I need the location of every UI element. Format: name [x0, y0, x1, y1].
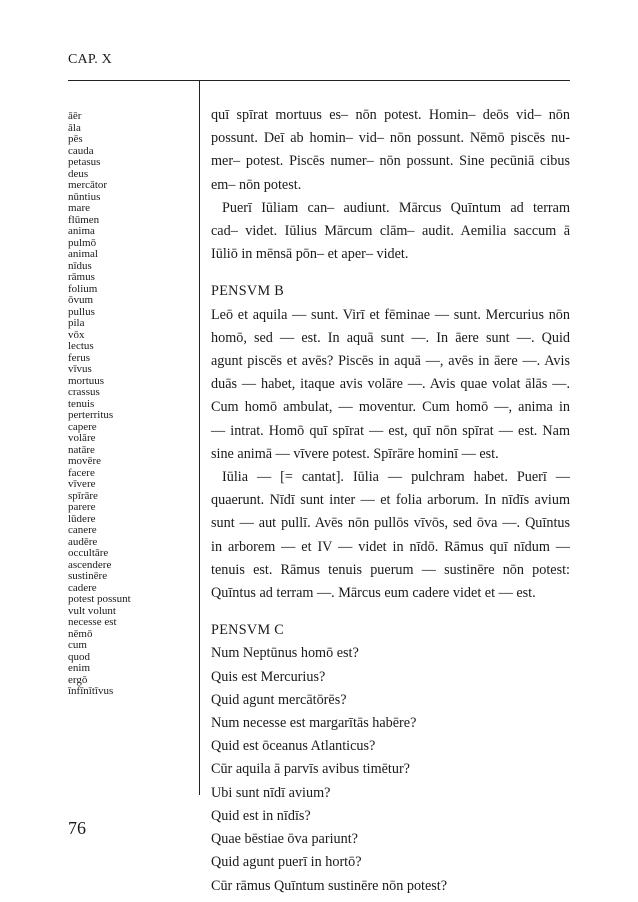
vocabulary-item: necesse est [68, 616, 117, 628]
vocabulary-item: animal [68, 248, 98, 260]
vocabulary-item: facere [68, 466, 95, 479]
vocabulary-item: ferus [68, 351, 90, 364]
vocabulary-item: quod [68, 650, 90, 663]
intro-line: mer– potest. Piscēs numer– nōn possunt. Sine pecūniā cibus [211, 153, 570, 170]
question-item: Cūr aquila ā parvīs avibus timētur? [211, 761, 410, 778]
pensum-b-line: Leō et aquila — sunt. Virī et fēminae — sunt. Mercurius nōn [211, 306, 570, 323]
vocabulary-item: occultāre [68, 547, 109, 559]
pensum-b-line: duās — habet, itaque avis volāre —. Avis quae volat ālās —. [211, 376, 570, 393]
chapter-header: CAP. X [68, 52, 112, 67]
question-item: Num Neptūnus homō est? [211, 645, 359, 662]
vocabulary-item: folium [68, 282, 98, 295]
vocabulary-item: cauda [68, 144, 94, 157]
vocabulary-item: tenuis [68, 397, 95, 410]
vocabulary-item: pulmō [68, 236, 97, 249]
vocabulary-item: vult volunt [68, 604, 116, 617]
pensum-b-line: sunt — aut pullī. Avēs nōn pullōs vīvōs, sed ōva —. Quīntus [211, 515, 570, 532]
vocabulary-item: nēmō [68, 627, 93, 640]
vocabulary-item: ōvum [68, 294, 94, 306]
vocabulary-item: natāre [68, 443, 95, 456]
vocabulary-item: īnfīnītīvus [68, 685, 114, 697]
vocabulary-item: movēre [68, 455, 101, 467]
vocabulary-item: deus [68, 167, 89, 180]
question-item: Quid agunt mercātōrēs? [211, 691, 347, 708]
intro-line: cad– videt. Iūlius Mārcum clām– audit. Aemilia saccum ā [211, 223, 570, 240]
pensum-b-line: in arborem — et IV — videt in nīdō. Rāmus quī nīdum — [211, 538, 570, 555]
question-item: Num necesse est margarītās habēre? [211, 715, 417, 732]
vocabulary-item: mercātor [68, 179, 108, 191]
pensum-b-line: Iūlia — [= cantat]. Iūlia — pulchram habet. Puerī — [222, 469, 570, 486]
question-item: Quid est ōceanus Atlanticus? [211, 738, 376, 755]
vocabulary-item: nīdus [68, 259, 92, 272]
vocabulary-item: enim [68, 662, 90, 674]
question-item: Quis est Mercurius? [211, 668, 326, 685]
vocabulary-item: lūdere [68, 512, 96, 525]
vocabulary-item: vōx [68, 328, 85, 341]
pensum-b-line: quaerunt. Nīdī sunt inter — et folia arborum. In nīdīs avium [211, 492, 570, 509]
pensum-b-line: sine animā — vīvere potest. Spīrāre hominī — est. [211, 445, 499, 462]
question-item: Quae bēstiae ōva pariunt? [211, 831, 358, 848]
question-item: Cūr rāmus Quīntum sustinēre nōn potest? [211, 877, 448, 894]
vocabulary-item: flūmen [68, 213, 100, 226]
pensum-b-line: Cum homō ambulat, — moventur. Cum homō —, anima in [211, 399, 570, 416]
vocabulary-item: cadere [68, 581, 97, 594]
vocabulary-item: petasus [68, 156, 101, 168]
vocabulary-item: vīvus [68, 363, 92, 375]
vocabulary-item: potest possunt [68, 593, 131, 605]
intro-line: em– nōn potest. [211, 176, 302, 193]
vocabulary-item: āēr [68, 110, 82, 122]
vocabulary-item: rāmus [68, 271, 95, 283]
vocabulary-item: pēs [68, 133, 83, 145]
vocabulary-item: sustinēre [68, 570, 108, 582]
vocabulary-item: ascendere [68, 558, 112, 571]
vocabulary-item: spīrāre [68, 489, 98, 502]
vocabulary-item: perterritus [68, 409, 114, 421]
vocabulary-item: vīvere [68, 478, 96, 490]
pensum-b-line: tenuis est. Rāmus tenuis puerum — sustinēre nōn potest: [211, 561, 570, 578]
vocabulary-item: pullus [68, 305, 95, 318]
header-rule [68, 80, 570, 81]
vocabulary-item: ergō [68, 673, 88, 686]
vocabulary-list [68, 111, 193, 698]
vocabulary-item: anima [68, 225, 95, 237]
vocabulary-item: audēre [68, 535, 98, 548]
question-item: Quid agunt puerī in hortō? [211, 854, 362, 871]
intro-line: Puerī Iūliam can– audiunt. Mārcus Quīntum ad terram [222, 199, 570, 216]
question-item: Ubi sunt nīdī avium? [211, 784, 331, 801]
pensum-b-line: Quīntus ad terram —. Mārcus eum cadere videt et — est. [211, 585, 536, 602]
vocabulary-item: lectus [68, 340, 94, 352]
question-item: Quid est in nīdīs? [211, 807, 311, 824]
pensum-b-line: agunt piscēs et avēs? Piscēs in aquā —, avēs in āere —. Avis [211, 353, 570, 370]
intro-line: quī spīrat mortuus es– nōn potest. Homin– deōs vid– nōn [211, 107, 570, 123]
vocabulary-item: volāre [68, 432, 96, 444]
pensum-b-line: — intrat. Homō quī spīrat — est, quī nōn spīrat — est. Nam [211, 422, 570, 439]
pensum-c-questions [211, 642, 570, 897]
vocabulary-item: pila [68, 317, 85, 329]
intro-line: possunt. Deī ab homin– vid– nōn possunt. Nēmō piscēs nu- [211, 130, 570, 147]
vocabulary-item: mortuus [68, 374, 105, 387]
vocabulary-item: capere [68, 420, 97, 433]
page-number: 76 [68, 818, 86, 838]
vocabulary-item: āla [68, 121, 81, 134]
exercise-column [211, 104, 570, 898]
vocabulary-item: crassus [68, 386, 100, 398]
vocabulary-item: cum [68, 639, 87, 651]
vocabulary-item: mare [68, 202, 90, 214]
pensum-c-heading: PENSVM C [211, 622, 284, 639]
vocabulary-item: canere [68, 524, 97, 536]
pensum-b-line: homō, sed — est. In aquā sunt —. In āere sunt —. Quid [211, 329, 570, 346]
vocabulary-item: parere [68, 501, 96, 513]
vocabulary-item: nūntius [68, 190, 101, 203]
margin-rule [199, 80, 200, 795]
intro-line: Iūliō in mēnsā pōn– et aper– videt. [211, 246, 409, 263]
pensum-b-heading: PENSVM B [211, 283, 284, 300]
